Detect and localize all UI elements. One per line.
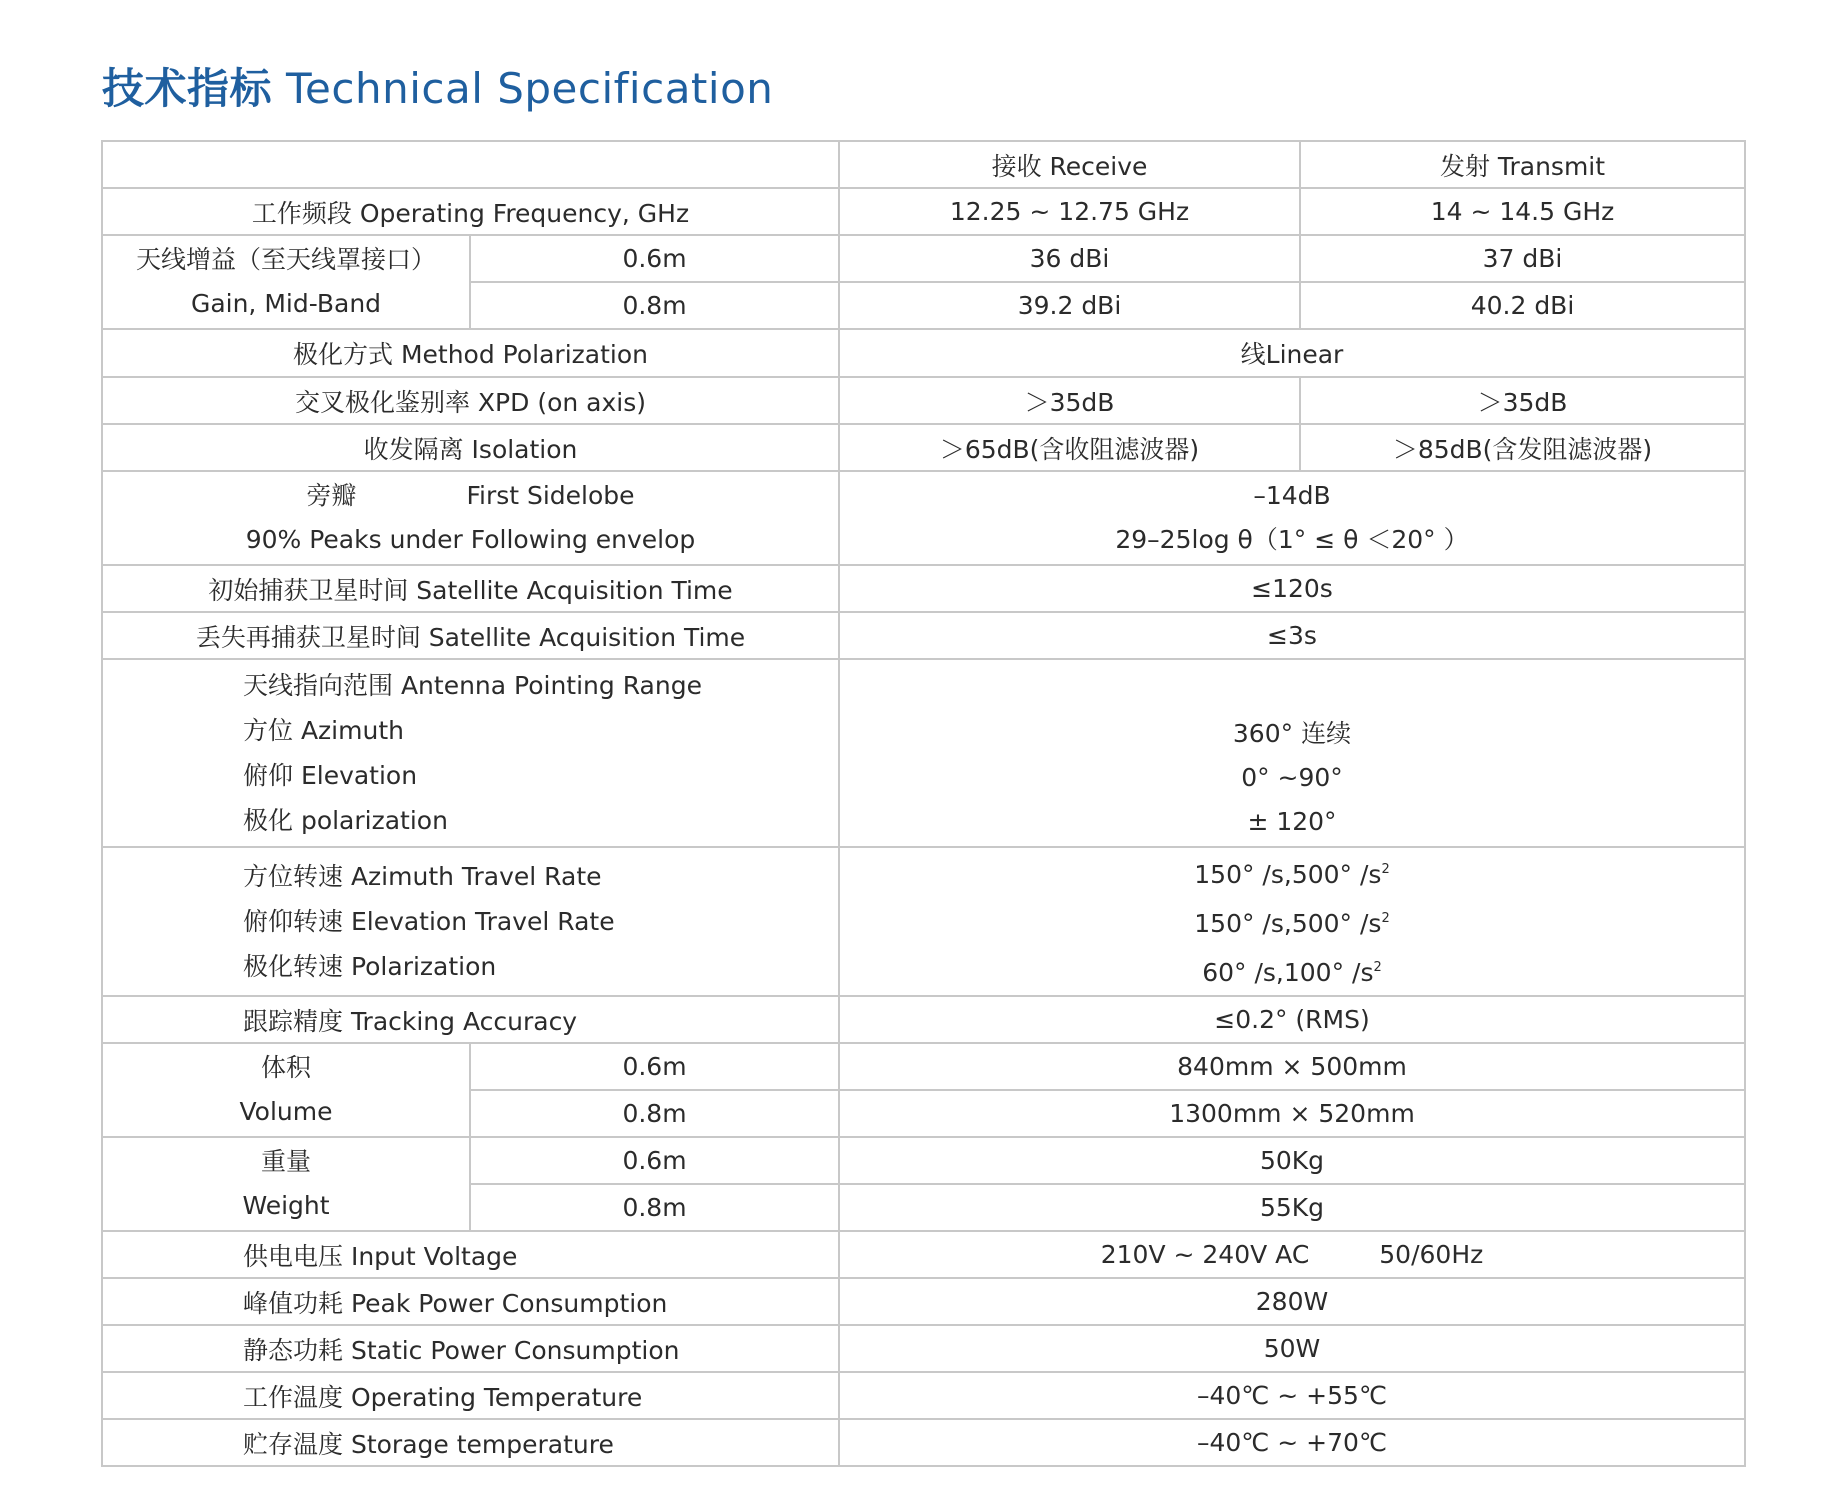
pointing-azimuth: 360° 连续 bbox=[1232, 719, 1352, 748]
travel-exponent: 2 bbox=[1381, 911, 1390, 926]
pointing-label-title: 天线指向范围 Antenna Pointing Range bbox=[243, 671, 702, 700]
table-row bbox=[102, 188, 1745, 235]
sidelobe-label-cn: 旁瓣 bbox=[306, 481, 357, 510]
size-cell: 0.6m bbox=[470, 1137, 839, 1184]
table-row bbox=[102, 659, 1745, 847]
shared-value: 50Kg bbox=[839, 1137, 1745, 1184]
pointing-value bbox=[839, 659, 1745, 847]
gain-label-cn: 天线增益（至天线罩接口） bbox=[135, 245, 436, 274]
header-blank-cell bbox=[102, 141, 839, 188]
row-label: 交叉极化鉴别率 XPD (on axis) bbox=[102, 377, 839, 424]
voltage-value bbox=[839, 1231, 1745, 1278]
weight-label-cn: 重量 bbox=[260, 1147, 311, 1176]
shared-value: 840mm × 500mm bbox=[839, 1043, 1745, 1090]
travel-exponent: 2 bbox=[1373, 960, 1382, 975]
table-row bbox=[102, 847, 1745, 996]
size-cell: 0.8m bbox=[470, 1090, 839, 1137]
table-row bbox=[102, 471, 1745, 565]
shared-value: –40℃ ~ +70℃ bbox=[839, 1419, 1745, 1466]
row-label: 工作温度 Operating Temperature bbox=[102, 1372, 839, 1419]
header-receive: 接收 Receive bbox=[839, 141, 1300, 188]
travel-label bbox=[102, 847, 839, 996]
shared-value: –40℃ ~ +55℃ bbox=[839, 1372, 1745, 1419]
row-label: 极化方式 Method Polarization bbox=[102, 329, 839, 377]
row-label: 工作频段 Operating Frequency, GHz bbox=[102, 188, 839, 235]
voltage-frequency: 50/60Hz bbox=[1379, 1240, 1484, 1269]
voltage-range: 210V ~ 240V AC bbox=[1100, 1240, 1310, 1269]
table-row bbox=[102, 1137, 1745, 1184]
receive-value: 36 dBi bbox=[839, 235, 1300, 282]
transmit-value: ＞35dB bbox=[1300, 377, 1745, 424]
row-label: 初始捕获卫星时间 Satellite Acquisition Time bbox=[102, 565, 839, 612]
table-row bbox=[102, 1325, 1745, 1372]
table-row bbox=[102, 1372, 1745, 1419]
travel-exponent: 2 bbox=[1381, 862, 1390, 877]
table-row bbox=[102, 612, 1745, 659]
receive-value: ＞65dB(含收阻滤波器) bbox=[839, 424, 1300, 471]
size-cell: 0.6m bbox=[470, 1043, 839, 1090]
receive-value: ＞35dB bbox=[839, 377, 1300, 424]
title-cn: 技术指标 bbox=[102, 64, 273, 113]
transmit-value: ＞85dB(含发阻滤波器) bbox=[1300, 424, 1745, 471]
travel-polarization: 60° /s,100° /s bbox=[1202, 958, 1374, 987]
title-en: Technical Specification bbox=[286, 64, 774, 113]
table-row bbox=[102, 565, 1745, 612]
shared-value: ≤3s bbox=[839, 612, 1745, 659]
sidelobe-label-en: First Sidelobe bbox=[466, 481, 635, 510]
size-cell: 0.6m bbox=[470, 235, 839, 282]
shared-value: 线Linear bbox=[839, 329, 1745, 377]
row-label: 峰值功耗 Peak Power Consumption bbox=[102, 1278, 839, 1325]
receive-value: 12.25 ~ 12.75 GHz bbox=[839, 188, 1300, 235]
pointing-label bbox=[102, 659, 839, 847]
transmit-value: 40.2 dBi bbox=[1300, 282, 1745, 329]
sidelobe-value bbox=[839, 471, 1745, 565]
row-label: 收发隔离 Isolation bbox=[102, 424, 839, 471]
row-label: 跟踪精度 Tracking Accuracy bbox=[102, 996, 839, 1043]
table-row bbox=[102, 235, 1745, 282]
shared-value: 55Kg bbox=[839, 1184, 1745, 1231]
shared-value: ≤0.2° (RMS) bbox=[839, 996, 1745, 1043]
gain-label-en: Gain, Mid-Band bbox=[190, 289, 382, 318]
table-row bbox=[102, 141, 1745, 188]
sidelobe-value-1: –14dB bbox=[1253, 481, 1331, 510]
transmit-value: 14 ~ 14.5 GHz bbox=[1300, 188, 1745, 235]
size-cell: 0.8m bbox=[470, 1184, 839, 1231]
table-row bbox=[102, 1419, 1745, 1466]
travel-azimuth-label: 方位转速 Azimuth Travel Rate bbox=[243, 862, 602, 891]
pointing-elevation-label: 俯仰 Elevation bbox=[243, 761, 418, 790]
sidelobe-value-2: 29–25log θ（1° ≤ θ ＜20° ） bbox=[1115, 525, 1469, 554]
sidelobe-label-line2: 90% Peaks under Following envelop bbox=[245, 525, 696, 554]
shared-value: 50W bbox=[839, 1325, 1745, 1372]
table-row bbox=[102, 1043, 1745, 1090]
transmit-value: 37 dBi bbox=[1300, 235, 1745, 282]
row-label: 静态功耗 Static Power Consumption bbox=[102, 1325, 839, 1372]
row-label: 供电电压 Input Voltage bbox=[102, 1231, 839, 1278]
volume-label-cn: 体积 bbox=[260, 1053, 311, 1082]
pointing-polarization-label: 极化 polarization bbox=[243, 806, 448, 835]
page-title bbox=[102, 56, 773, 116]
gain-label bbox=[102, 235, 470, 329]
pointing-elevation: 0° ~90° bbox=[1241, 763, 1343, 792]
table-row bbox=[102, 996, 1745, 1043]
weight-label bbox=[102, 1137, 470, 1231]
travel-elevation: 150° /s,500° /s bbox=[1194, 909, 1382, 938]
travel-elevation-label: 俯仰转速 Elevation Travel Rate bbox=[243, 907, 615, 936]
table-row bbox=[102, 1278, 1745, 1325]
header-transmit: 发射 Transmit bbox=[1300, 141, 1745, 188]
table-row bbox=[102, 1231, 1745, 1278]
table-row bbox=[102, 377, 1745, 424]
pointing-polarization: ± 120° bbox=[1247, 807, 1337, 836]
weight-label-en: Weight bbox=[242, 1191, 330, 1220]
travel-value bbox=[839, 847, 1745, 996]
volume-label bbox=[102, 1043, 470, 1137]
spec-table bbox=[101, 140, 1746, 1467]
table-row bbox=[102, 329, 1745, 377]
pointing-azimuth-label: 方位 Azimuth bbox=[243, 716, 404, 745]
volume-label-en: Volume bbox=[239, 1097, 333, 1126]
table-row bbox=[102, 424, 1745, 471]
receive-value: 39.2 dBi bbox=[839, 282, 1300, 329]
row-label: 丢失再捕获卫星时间 Satellite Acquisition Time bbox=[102, 612, 839, 659]
sidelobe-label bbox=[102, 471, 839, 565]
shared-value: 1300mm × 520mm bbox=[839, 1090, 1745, 1137]
size-cell: 0.8m bbox=[470, 282, 839, 329]
travel-polarization-label: 极化转速 Polarization bbox=[243, 952, 497, 981]
shared-value: 280W bbox=[839, 1278, 1745, 1325]
travel-azimuth: 150° /s,500° /s bbox=[1194, 860, 1382, 889]
shared-value: ≤120s bbox=[839, 565, 1745, 612]
row-label: 贮存温度 Storage temperature bbox=[102, 1419, 839, 1466]
